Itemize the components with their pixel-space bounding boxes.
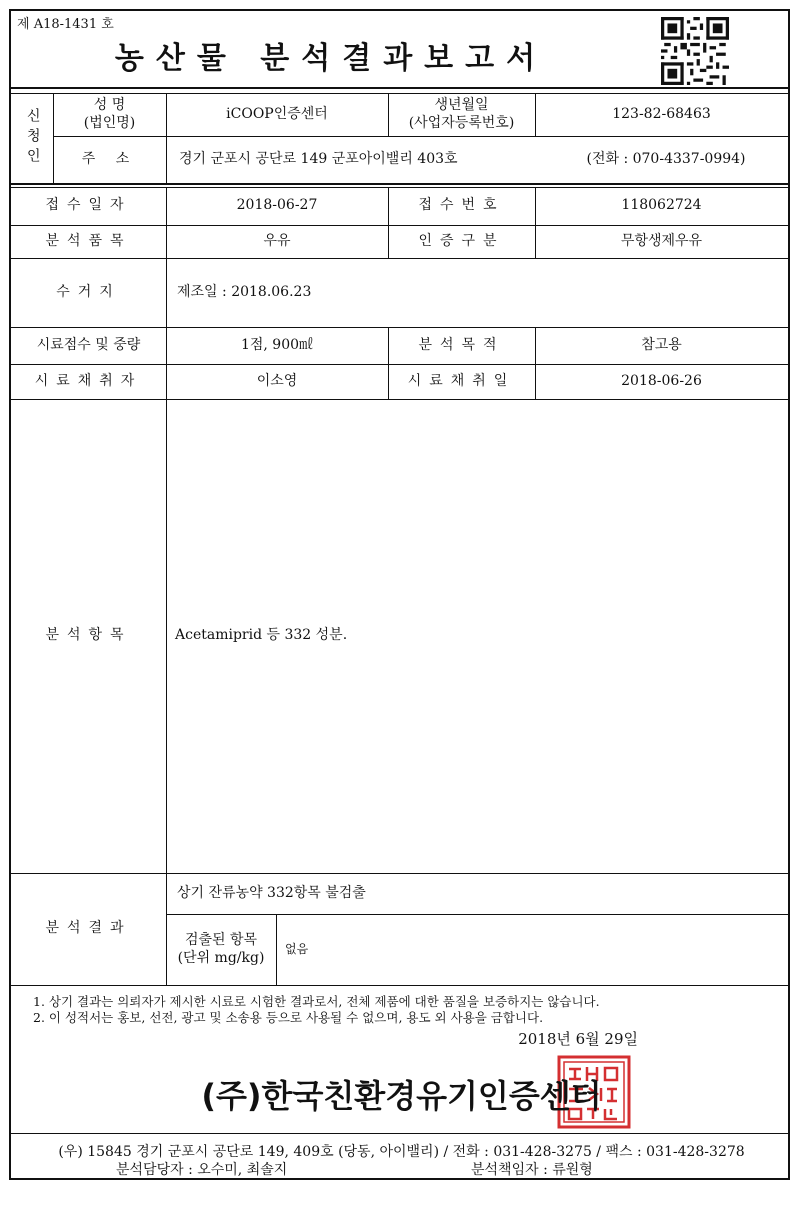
address-value: 경기 군포시 공단로 149 군포아이밸리 403호 (179, 150, 458, 167)
address-label: 주 소 (81, 150, 138, 167)
origin-label: 수거지 (56, 283, 121, 300)
rule-result-end (11, 985, 788, 986)
item-value: 우유 (263, 232, 291, 249)
sample-count-value: 1점, 900㎖ (240, 336, 314, 353)
purpose-label: 분석목적 (418, 336, 505, 353)
rule-applicant-end (11, 183, 788, 185)
detected-items-label: 검출된 항목 (단위 mg/kg) (177, 932, 265, 966)
origin-value: 제조일 : 2018.06.23 (177, 283, 312, 300)
name-label: 성 명 (법인명) (83, 97, 136, 131)
receipt-date-value: 2018-06-27 (236, 197, 318, 214)
issue-date: 2018년 6월 29일 (518, 1030, 638, 1048)
collector-label: 시료채취자 (34, 372, 143, 389)
applicant-section-label: 신청인 (24, 108, 41, 168)
collect-date-value: 2018-06-26 (621, 372, 702, 389)
biz-number-label: 생년월일 (사업자등록번호) (408, 97, 515, 131)
report-sheet (9, 9, 790, 1180)
report-title: 농산물 분석결과보고서 (114, 41, 548, 76)
analysis-items-label: 분석항목 (45, 627, 132, 644)
rule-v-label-2 (166, 136, 167, 183)
receipt-no-value: 118062724 (621, 197, 702, 214)
rule-header (11, 87, 788, 89)
name-value: iCOOP인증센터 (226, 105, 328, 122)
note-1: 1. 상기 결과는 의뢰자가 제시한 시료로 시험한 결과로서, 전체 제품에 대한 품질을 보증하지는 않습니다. (33, 994, 600, 1009)
footer-staff: 분석담당자 : 오수미, 최솔지 (116, 1162, 288, 1178)
item-label: 분석품목 (45, 232, 132, 249)
footer-address: (우) 15845 경기 군포시 공단로 149, 409호 (당동, 아이밸리) / 전화 : 031-428-3275 / 팩스 : 031-428-3278 (58, 1144, 745, 1160)
company-name: (주)한국친환경유기인증센터 (201, 1077, 602, 1115)
receipt-no-label: 접수번호 (418, 197, 505, 214)
detected-items-value: 없음 (285, 942, 309, 956)
analysis-items-value: Acetamiprid 등 332 성분. (175, 627, 348, 644)
cert-value: 무항생제우유 (620, 232, 703, 249)
note-2: 2. 이 성적서는 홍보, 선전, 광고 및 소송용 등으로 사용될 수 없으며, 용도 외 사용을 금합니다. (33, 1010, 544, 1025)
analysis-result-label: 분석결과 (45, 920, 132, 937)
sample-count-label: 시료점수 및 중량 (36, 336, 141, 353)
collector-value: 이소영 (256, 372, 298, 389)
cert-label: 인증구분 (418, 232, 505, 249)
phone-value: (전화 : 070-4337-0994) (586, 150, 746, 167)
biz-number-value: 123-82-68463 (612, 105, 711, 122)
rule-footer-top (11, 1133, 788, 1134)
purpose-value: 참고용 (641, 336, 682, 353)
document-number: 제 A18-1431 호 (17, 17, 114, 32)
footer-manager: 분석책임자 : 류원형 (471, 1162, 593, 1178)
collect-date-label: 시료채취일 (407, 372, 516, 389)
analysis-result-value: 상기 잔류농약 332항목 불검출 (177, 884, 366, 901)
receipt-date-label: 접수일자 (45, 197, 132, 214)
qr-code-icon (661, 17, 729, 85)
